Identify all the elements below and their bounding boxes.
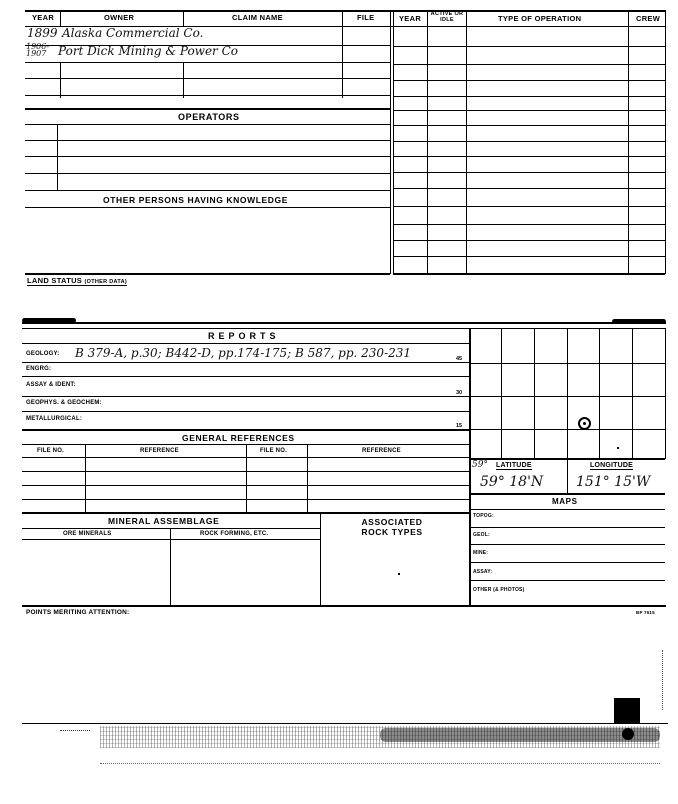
header-type-of-operation: TYPE OF OPERATION (498, 14, 582, 23)
reports-label-geology: GEOLOGY: (26, 351, 60, 357)
owner-entry-1-name: Alaska Commercial Co. (62, 26, 204, 40)
grid-number-45: 45 (456, 356, 463, 362)
maps-other: OTHER (& PHOTOS) (473, 587, 525, 593)
top-border (25, 10, 665, 12)
scan-registration-mark (614, 698, 640, 724)
gr-col-reference-1: REFERENCE (140, 448, 179, 454)
longitude-label: LONGITUDE (590, 462, 634, 469)
scan-smear (380, 728, 660, 742)
reports-value-geology: B 379-A, p.30; B442-D, pp.174-175; B 587, pp. 230-231 (75, 346, 412, 360)
gr-col-file-no-1: FILE NO. (37, 448, 64, 454)
maps-topog: TOPOG: (473, 513, 494, 519)
location-marker-icon (578, 417, 591, 430)
latitude-label: LATITUDE (496, 462, 532, 469)
longitude-value: 151° 15'W (576, 474, 651, 490)
land-status-text: LAND STATUS (27, 276, 83, 285)
maps-assay: ASSAY: (473, 569, 493, 575)
maps-geol: GEOL: (473, 532, 490, 538)
form-number: BP 7615 (636, 610, 655, 615)
rock-forming-label: ROCK FORMING, ETC. (200, 531, 269, 537)
latitude-degree: 59° (472, 460, 488, 470)
gr-col-file-no-2: FILE NO. (260, 448, 287, 454)
owner-entry-2-name: Port Dick Mining & Power Co (58, 44, 239, 58)
maps-mine: MINE: (473, 550, 489, 556)
gr-col-reference-2: REFERENCE (362, 448, 401, 454)
owner-entry-1-year: 1899 (27, 26, 58, 40)
maps-heading: MAPS (552, 497, 578, 506)
land-status-note: (OTHER DATA) (84, 279, 127, 285)
header-year-2: YEAR (399, 14, 422, 23)
associated-rock-types-heading: ASSOCIATED ROCK TYPES (361, 517, 423, 537)
grid-number-15: 15 (456, 423, 463, 429)
latitude-value: 59° 18'N (480, 474, 544, 490)
page-edge-line (22, 723, 668, 724)
mineral-assemblage-heading: MINERAL ASSEMBLAGE (108, 516, 220, 526)
reports-heading: REPORTS (208, 331, 280, 341)
owner-entry-2-year: 1906-1907 (26, 42, 50, 58)
ore-minerals-label: ORE MINERALS (63, 531, 112, 537)
reports-label-geophys: GEOPHYS. & GEOCHEM: (26, 400, 102, 406)
header-active-or-idle: ACTIVE OR IDLE (430, 11, 464, 23)
reports-label-metallurgical: METALLURGICAL: (26, 416, 83, 422)
points-meriting-attention-label: POINTS MERITING ATTENTION: (26, 609, 130, 616)
header-claim-name: CLAIM NAME (232, 13, 283, 22)
general-references-heading: GENERAL REFERENCES (182, 433, 295, 443)
other-persons-heading: OTHER PERSONS HAVING KNOWLEDGE (103, 195, 289, 205)
operators-heading: OPERATORS (178, 112, 240, 122)
reports-label-assay: ASSAY & IDENT: (26, 382, 76, 388)
header-crew: CREW (636, 14, 661, 23)
grid-number-30: 30 (456, 390, 463, 396)
reports-label-engrg: ENGRG: (26, 366, 52, 372)
land-status-label (27, 276, 127, 286)
header-owner: OWNER (104, 13, 135, 22)
header-file: FILE (357, 13, 375, 22)
header-year: YEAR (32, 13, 55, 22)
